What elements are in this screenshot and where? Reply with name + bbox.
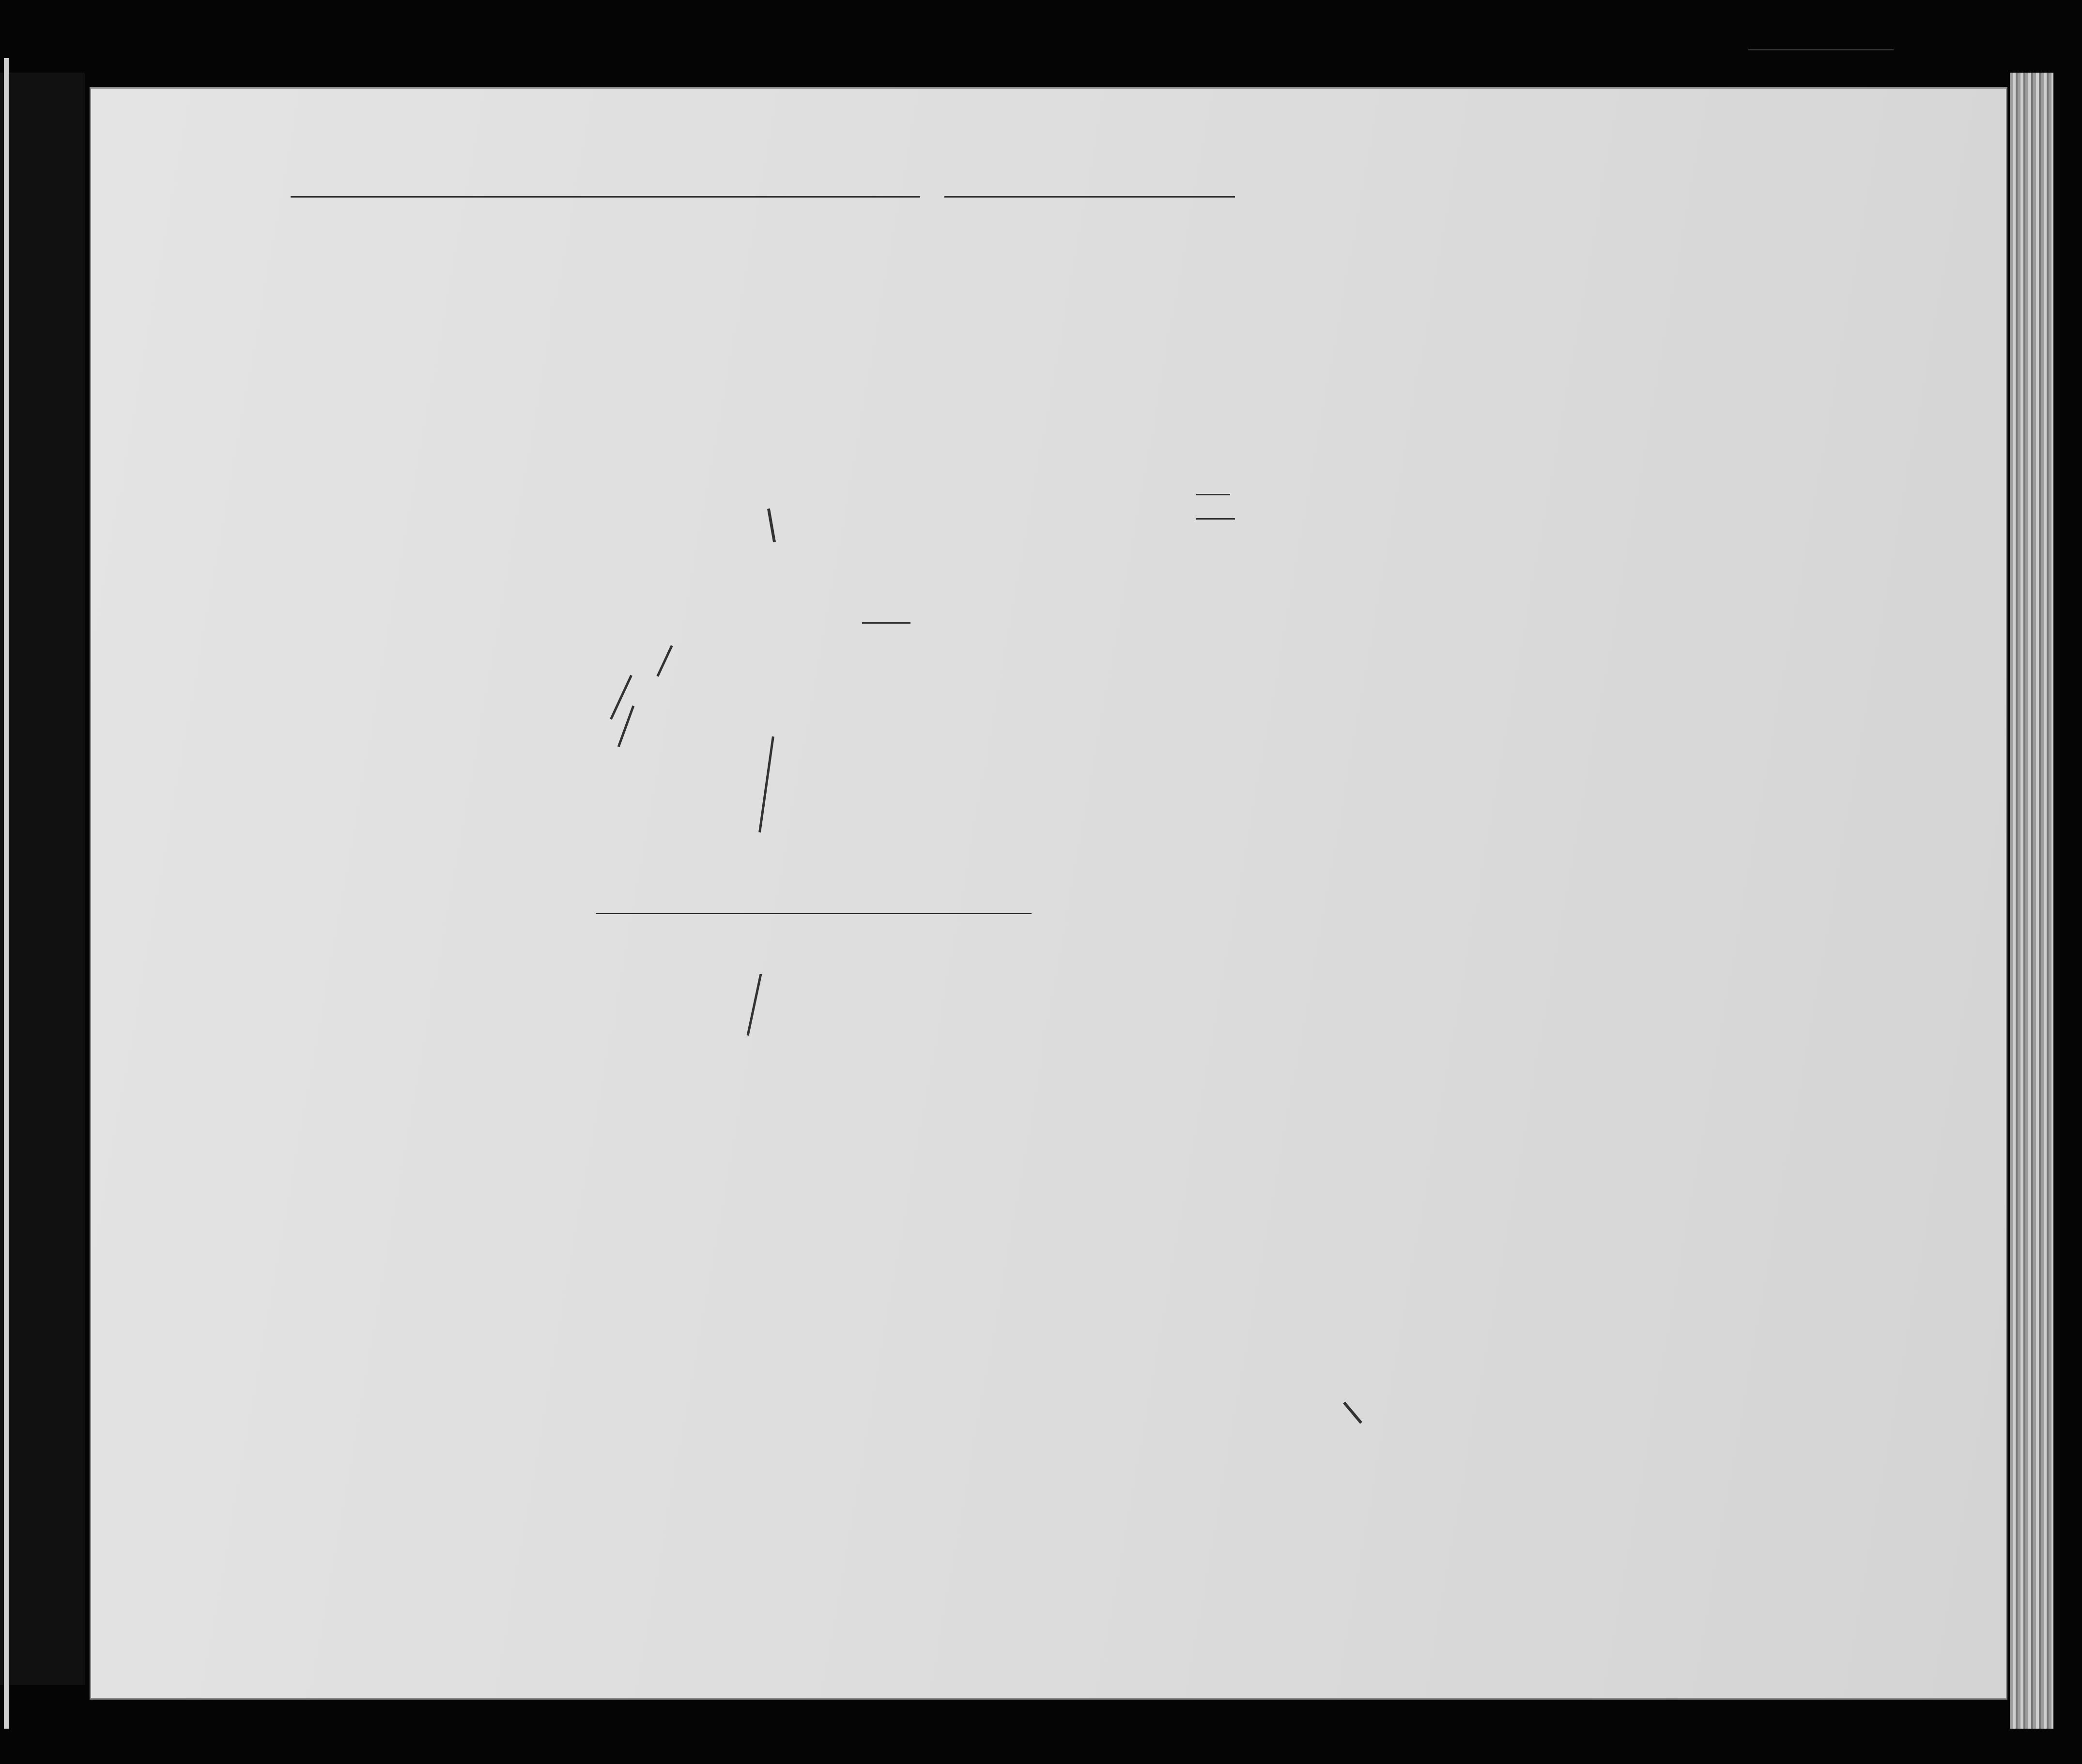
- money-brace-1: [767, 508, 776, 542]
- check-mark-row7: [617, 706, 634, 747]
- stray-mark: [1343, 1402, 1362, 1424]
- dash-row2: [1196, 518, 1235, 520]
- port-line: [291, 196, 920, 198]
- list-line: [1748, 49, 1894, 50]
- money-brace-2: [758, 736, 774, 833]
- dash-row1: [1196, 494, 1230, 495]
- us-citizen-underline: [596, 913, 1032, 914]
- money-brace-3: [747, 974, 762, 1036]
- check-mark-row5: [656, 645, 673, 677]
- dash-row4: [862, 622, 910, 624]
- date-line: [944, 196, 1235, 198]
